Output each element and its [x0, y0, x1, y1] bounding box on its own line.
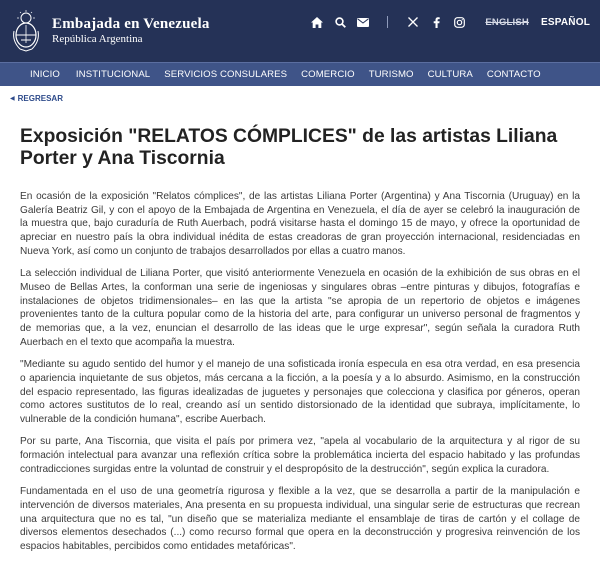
lang-english-link[interactable]: ENGLISH — [485, 16, 529, 28]
search-icon[interactable] — [332, 14, 348, 30]
nav-item-institucional[interactable]: INSTITUCIONAL — [75, 69, 151, 80]
main-nav — [0, 62, 600, 86]
article-paragraph: En ocasión de la exposición "Relatos cómplices", de las artistas Liliana Porter (Argentina) y Ana Tiscornia (Uruguay) en la Galería Beatriz Gil, y con el apoyo de la Embajada de Argentina en Venezuela, el día de ayer se celebró la inauguración de la muestra que, bajo curaduría de Ruth Auerbach, podrá visitarse hasta el domingo 15 de mayo, y ofrece la oportunidad de apreciar en nuestro país la obra individual inédita de estas creadoras de gran proyección internacional, residenciadas en Nueva York, así como un conjunto de trabajos desarrollados por ellas a cuatro manos. — [20, 191, 580, 257]
back-link[interactable] — [10, 94, 580, 103]
nav-item-cultura[interactable]: CULTURA — [427, 69, 473, 80]
instagram-icon[interactable] — [451, 14, 467, 30]
nav-item-inicio[interactable]: INICIO — [30, 69, 60, 80]
divider — [387, 16, 388, 28]
site-header — [0, 0, 600, 62]
mail-icon[interactable] — [355, 14, 371, 30]
site-title: Embajada en Venezuela — [52, 16, 210, 32]
brand[interactable] — [52, 16, 210, 46]
lang-espanol-link[interactable]: ESPAÑOL — [541, 16, 590, 28]
nav-item-contacto[interactable]: CONTACTO — [486, 69, 541, 80]
article-paragraph: Por su parte, Ana Tiscornia, que visita el país por primera vez, "apela al vocabulario de la arquitectura y al rigor de su formación intelectual para avanzar una reflexión crítica sobre la problemática incierta del espacio habitado y las profundas contradicciones surgidas entre la voluntad de construir y el despropósito de la destrucción", según explica la curadora. — [20, 436, 580, 475]
coat-of-arms-logo[interactable] — [8, 8, 44, 54]
article-title: Exposición "RELATOS CÓMPLICES" de las artistas Liliana Porter y Ana Tiscornia — [20, 126, 558, 169]
back-link-label: REGRESAR — [17, 94, 63, 103]
back-arrow-icon: ◀ — [10, 96, 15, 102]
main-content — [0, 94, 600, 554]
article-body — [20, 190, 580, 554]
nav-item-turismo[interactable]: TURISMO — [368, 69, 414, 80]
article-paragraph: La selección individual de Liliana Porter, que visitó anteriormente Venezuela en ocasión de la exhibición de sus obras en el Museo de Bellas Artes, la conforman una serie de ingeniosas y singulares obras –entre pinturas y dibujos, fotografías e instalaciones de objetos tridimensionales– en las que la artista "se apropia de un repertorio de objetos e imágenes provenientes tanto de la cultura popular como de la historia del arte, para configurar un universo personal de fragmentos y de memorias que, a la vez, enuncian el desarrollo de las ideas que le urge expresar", según señala la curadora Ruth Auerbach en el texto que acompaña la muestra. — [20, 268, 580, 348]
nav-item-servicios-consulares[interactable]: SERVICIOS CONSULARES — [164, 69, 288, 80]
article-paragraph: "Mediante su agudo sentido del humor y el manejo de una sofisticada ironía especula en esa otra verdad, en esa presencia o apariencia inquietante de sus objetos, más cercana a la ficción, a la poesía y a lo absurdo. Asimismo, en la construcción del espacio representado, las figuras idealizadas de juguetes y personajes que colecciona y clasifica por géneros, operan como actores sustitutos de lo real, creando así un sentido distorsionado de la identidad que subraya, implícitamente, lo vulnerable de la condición humana", escribe Auerbach. — [20, 359, 580, 425]
article-paragraph: Fundamentada en el uso de una geometría rigurosa y flexible a la vez, que se desarrolla a partir de la manipulación e intervención de diversos materiales, Ana presenta en su propuesta individual, una singular serie de estructuras que recrean una arquitectura que no es tal, "un diseño que se materializa mediante el ensamblaje de tiras de cartón y el collage de diversos elementos desechados (...) como recurso formal que opera en la deconstrucción y progresiva reinvención de los espacios habitables, percibidos como entidades metafóricas". — [20, 486, 580, 552]
site-subtitle: República Argentina — [52, 33, 143, 45]
home-icon[interactable] — [309, 14, 325, 30]
header-tools — [302, 14, 590, 30]
nav-item-comercio[interactable]: COMERCIO — [301, 69, 355, 80]
facebook-icon[interactable] — [428, 14, 444, 30]
x-twitter-icon[interactable] — [405, 14, 421, 30]
